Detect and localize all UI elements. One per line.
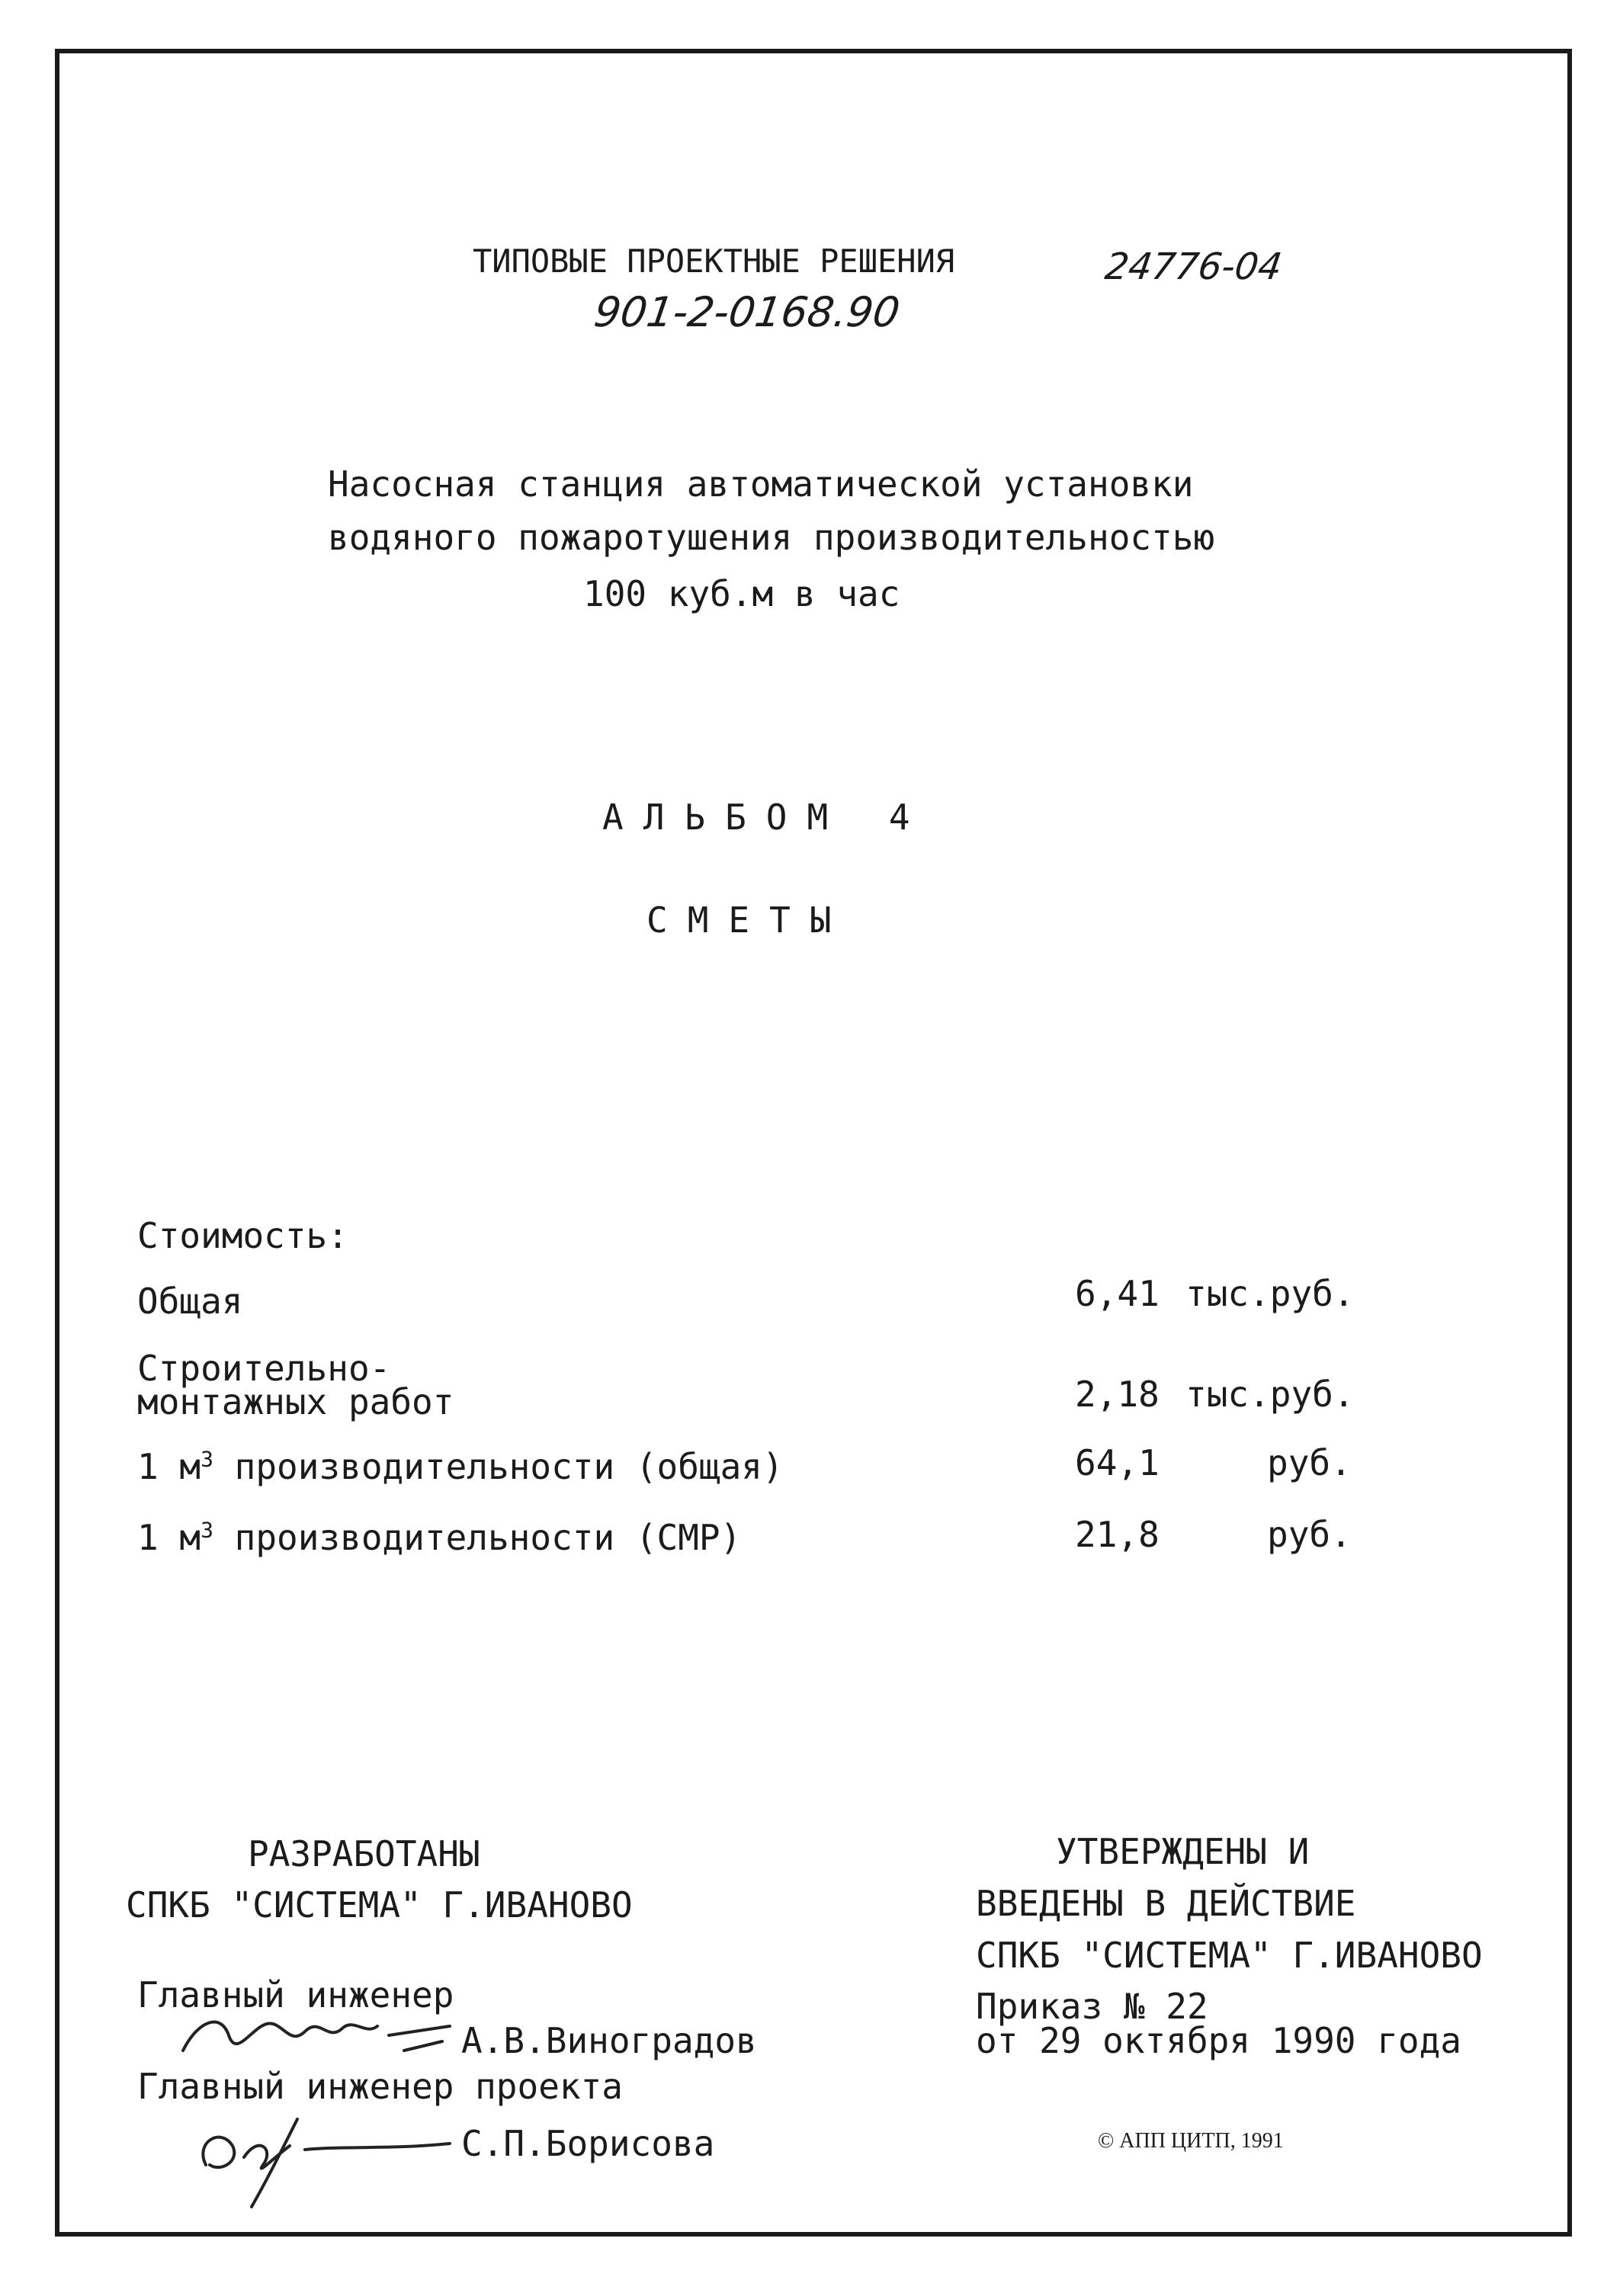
cost-row-per-m3-smr-label: 1 $м^3$ производительности (СМР) bbox=[137, 1517, 742, 1558]
cost-row-total-label: Общая bbox=[137, 1281, 243, 1322]
cost-row-total-unit: тыс.руб. bbox=[1185, 1273, 1355, 1314]
title-line-1: Насосная станция автоматической установки bbox=[328, 463, 1194, 505]
developed-org: СПКБ "СИСТЕМА" Г.ИВАНОВО bbox=[126, 1884, 633, 1926]
series-title: ТИПОВЫЕ ПРОЕКТНЫЕ РЕШЕНИЯ bbox=[473, 242, 955, 280]
cost-row-per-m3-total-value: 64,1 bbox=[1075, 1442, 1160, 1483]
cost-row-per-m3-smr-value: 21,8 bbox=[1075, 1514, 1160, 1555]
title-line-3: 100 куб.м в час bbox=[583, 573, 900, 614]
approved-line-1: УТВЕРЖДЕНЫ И bbox=[1056, 1831, 1310, 1872]
cost-row-smr-unit: тыс.руб. bbox=[1185, 1374, 1355, 1415]
chief-engineer-name: А.В.Виноградов bbox=[461, 2020, 757, 2061]
title-line-2: водяного пожаротушения производительностью bbox=[328, 517, 1215, 558]
developed-heading: РАЗРАБОТАНЫ bbox=[248, 1833, 480, 1874]
cost-row-per-m3-total-label: 1 $м^3$ производительности (общая) bbox=[137, 1446, 784, 1487]
project-engineer-signature-icon bbox=[191, 2104, 465, 2211]
copyright: © АПП ЦИТП, 1991 bbox=[1098, 2129, 1284, 2153]
cost-row-per-m3-total-unit: руб. bbox=[1267, 1442, 1352, 1483]
cost-row-total-value: 6,41 bbox=[1075, 1273, 1160, 1314]
approved-line-2: ВВЕДЕНЫ В ДЕЙСТВИЕ bbox=[976, 1883, 1356, 1924]
chief-engineer-signature-icon bbox=[175, 2005, 465, 2066]
project-engineer-role: Главный инженер проекта bbox=[137, 2066, 623, 2107]
album-subtitle: СМЕТЫ bbox=[646, 899, 852, 941]
approved-order: Приказ № 22 bbox=[976, 1986, 1208, 2027]
cost-heading: Стоимость: bbox=[137, 1215, 348, 1256]
approved-org: СПКБ "СИСТЕМА" Г.ИВАНОВО bbox=[976, 1935, 1483, 1976]
inventory-number: 24776-04 bbox=[1102, 245, 1285, 288]
album-label: АЛЬБОМ 4 bbox=[602, 797, 930, 838]
project-code: 901-2-0168.90 bbox=[591, 288, 903, 336]
cost-row-smr-label-1: Строительно- bbox=[137, 1348, 391, 1389]
chief-engineer-role: Главный инженер bbox=[137, 1974, 454, 2015]
cost-row-smr-value: 2,18 bbox=[1075, 1374, 1160, 1415]
approved-date: от 29 октября 1990 года bbox=[976, 2020, 1461, 2061]
cost-row-smr-label-2: монтажных работ bbox=[137, 1381, 454, 1422]
project-engineer-name: С.П.Борисова bbox=[461, 2123, 715, 2164]
cost-row-per-m3-smr-unit: руб. bbox=[1267, 1514, 1352, 1555]
